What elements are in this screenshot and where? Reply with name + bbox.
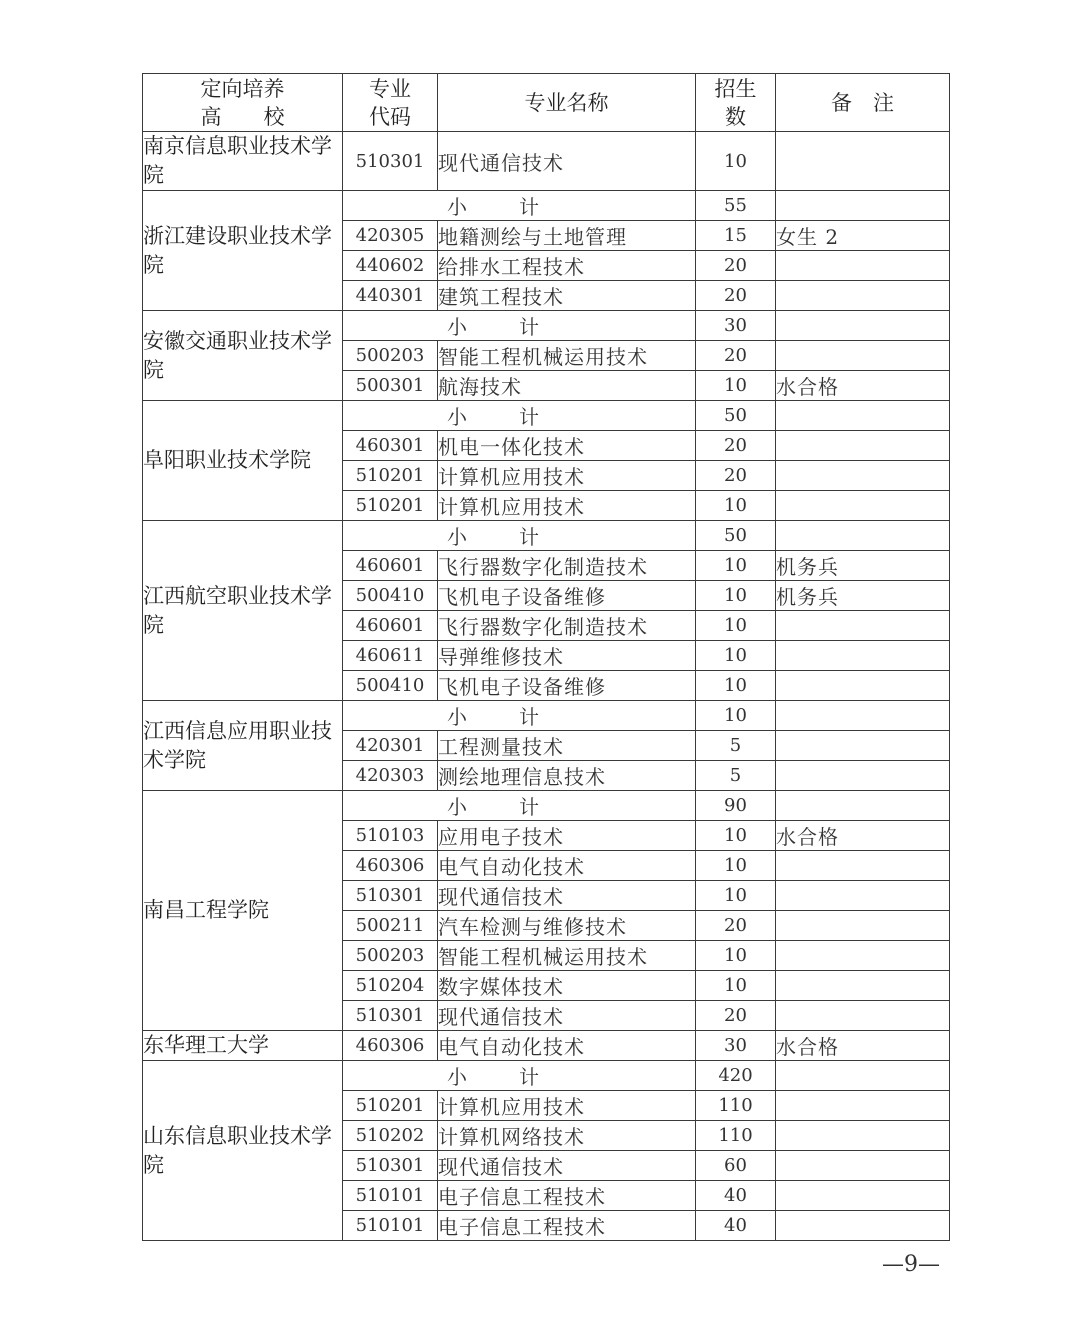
- enrollment-count-cell: 10: [696, 851, 776, 881]
- major-name-cell: 地籍测绘与土地管理: [438, 221, 696, 251]
- enrollment-count-cell: 10: [696, 132, 776, 191]
- enrollment-count-cell: 420: [696, 1061, 776, 1091]
- school-name-cell: 江西信息应用职业技术学院: [143, 701, 343, 791]
- enrollment-count-cell: 10: [696, 491, 776, 521]
- subtotal-row: [143, 311, 950, 341]
- note-cell: [776, 671, 950, 701]
- note-cell: [776, 341, 950, 371]
- major-code-cell: 500410: [343, 671, 438, 701]
- subtotal-row: [143, 191, 950, 221]
- note-cell: [776, 1061, 950, 1091]
- major-code-cell: 460306: [343, 1031, 438, 1061]
- note-cell: [776, 431, 950, 461]
- major-name-cell: 计算机应用技术: [438, 491, 696, 521]
- enrollment-count-cell: 110: [696, 1121, 776, 1151]
- major-code-cell: 510101: [343, 1211, 438, 1241]
- subtotal-label: 小计: [343, 701, 696, 731]
- note-cell: [776, 731, 950, 761]
- major-code-cell: 460601: [343, 611, 438, 641]
- major-code-cell: 510202: [343, 1121, 438, 1151]
- note-cell: [776, 491, 950, 521]
- note-cell: 水合格: [776, 1031, 950, 1061]
- table-row: [143, 132, 950, 191]
- school-name-cell: 浙江建设职业技术学院: [143, 191, 343, 311]
- major-code-cell: 510301: [343, 1001, 438, 1031]
- enrollment-count-cell: 20: [696, 911, 776, 941]
- header-school-line-1: 定向培养: [200, 76, 285, 101]
- note-cell: [776, 1151, 950, 1181]
- major-name-cell: 现代通信技术: [438, 881, 696, 911]
- major-name-cell: 现代通信技术: [438, 132, 696, 191]
- school-name-cell: 山东信息职业技术学院: [143, 1061, 343, 1241]
- major-name-cell: 工程测量技术: [438, 731, 696, 761]
- enrollment-count-cell: 50: [696, 521, 776, 551]
- enrollment-count-cell: 20: [696, 251, 776, 281]
- major-name-cell: 给排水工程技术: [438, 251, 696, 281]
- subtotal-row: [143, 521, 950, 551]
- header-school-line-2: 高 校: [200, 104, 285, 129]
- enrollment-count-cell: 90: [696, 791, 776, 821]
- enrollment-count-cell: 55: [696, 191, 776, 221]
- major-code-cell: 460306: [343, 851, 438, 881]
- major-code-cell: 500203: [343, 341, 438, 371]
- subtotal-label: 小计: [343, 1061, 696, 1091]
- note-cell: [776, 1001, 950, 1031]
- major-code-cell: 440301: [343, 281, 438, 311]
- major-code-cell: 510301: [343, 1151, 438, 1181]
- major-code-cell: 460301: [343, 431, 438, 461]
- subtotal-label: 小计: [343, 521, 696, 551]
- major-name-cell: 飞行器数字化制造技术: [438, 551, 696, 581]
- major-name-cell: 飞机电子设备维修: [438, 581, 696, 611]
- school-name-cell: 南京信息职业技术学院: [143, 132, 343, 191]
- header-code-line-1: 专业: [369, 76, 411, 101]
- major-name-cell: 建筑工程技术: [438, 281, 696, 311]
- note-cell: 水合格: [776, 371, 950, 401]
- major-code-cell: 510101: [343, 1181, 438, 1211]
- major-code-cell: 500203: [343, 941, 438, 971]
- major-code-cell: 500211: [343, 911, 438, 941]
- note-cell: [776, 281, 950, 311]
- major-name-cell: 现代通信技术: [438, 1001, 696, 1031]
- enrollment-count-cell: 20: [696, 341, 776, 371]
- enrollment-count-cell: 30: [696, 311, 776, 341]
- enrollment-count-cell: 5: [696, 731, 776, 761]
- note-cell: 水合格: [776, 821, 950, 851]
- major-name-cell: 飞行器数字化制造技术: [438, 611, 696, 641]
- enrollment-count-cell: 10: [696, 551, 776, 581]
- major-code-cell: 510103: [343, 821, 438, 851]
- enrollment-count-cell: 10: [696, 971, 776, 1001]
- enrollment-count-cell: 15: [696, 221, 776, 251]
- major-name-cell: 导弹维修技术: [438, 641, 696, 671]
- header-major: 专业名称: [438, 74, 696, 132]
- major-name-cell: 机电一体化技术: [438, 431, 696, 461]
- major-code-cell: 420305: [343, 221, 438, 251]
- major-code-cell: 440602: [343, 251, 438, 281]
- major-code-cell: 510301: [343, 132, 438, 191]
- major-code-cell: 510201: [343, 491, 438, 521]
- major-code-cell: 420303: [343, 761, 438, 791]
- major-name-cell: 智能工程机械运用技术: [438, 941, 696, 971]
- enrollment-count-cell: 40: [696, 1181, 776, 1211]
- header-count-line-1: 招生: [714, 76, 757, 101]
- enrollment-count-cell: 20: [696, 281, 776, 311]
- note-cell: 机务兵: [776, 551, 950, 581]
- enrollment-count-cell: 10: [696, 581, 776, 611]
- major-code-cell: 500301: [343, 371, 438, 401]
- note-cell: [776, 1181, 950, 1211]
- header-code: [343, 74, 438, 132]
- enrollment-count-cell: 20: [696, 461, 776, 491]
- enrollment-count-cell: 110: [696, 1091, 776, 1121]
- major-name-cell: 计算机网络技术: [438, 1121, 696, 1151]
- major-code-cell: 510201: [343, 1091, 438, 1121]
- major-name-cell: 数字媒体技术: [438, 971, 696, 1001]
- enrollment-count-cell: 10: [696, 821, 776, 851]
- enrollment-count-cell: 5: [696, 761, 776, 791]
- major-name-cell: 电子信息工程技术: [438, 1181, 696, 1211]
- major-name-cell: 智能工程机械运用技术: [438, 341, 696, 371]
- note-cell: [776, 1121, 950, 1151]
- note-cell: [776, 941, 950, 971]
- subtotal-row: [143, 701, 950, 731]
- major-name-cell: 应用电子技术: [438, 821, 696, 851]
- note-cell: 女生 2: [776, 221, 950, 251]
- note-cell: [776, 701, 950, 731]
- header-note: 备 注: [776, 74, 950, 132]
- enrollment-count-cell: 20: [696, 1001, 776, 1031]
- subtotal-row: [143, 1061, 950, 1091]
- major-name-cell: 电气自动化技术: [438, 851, 696, 881]
- enrollment-count-cell: 10: [696, 881, 776, 911]
- enrollment-table: [142, 73, 950, 1241]
- major-code-cell: 510201: [343, 461, 438, 491]
- enrollment-count-cell: 10: [696, 641, 776, 671]
- header-count-line-2: 数: [725, 104, 746, 129]
- note-cell: [776, 521, 950, 551]
- note-cell: [776, 311, 950, 341]
- subtotal-row: [143, 401, 950, 431]
- school-name-cell: 阜阳职业技术学院: [143, 401, 343, 521]
- enrollment-count-cell: 10: [696, 371, 776, 401]
- major-code-cell: 460601: [343, 551, 438, 581]
- note-cell: [776, 611, 950, 641]
- enrollment-count-cell: 30: [696, 1031, 776, 1061]
- note-cell: [776, 132, 950, 191]
- enrollment-count-cell: 10: [696, 701, 776, 731]
- note-cell: [776, 1091, 950, 1121]
- major-name-cell: 计算机应用技术: [438, 1091, 696, 1121]
- table-body: [143, 132, 950, 1241]
- page-number: —9—: [882, 1252, 940, 1277]
- enrollment-count-cell: 40: [696, 1211, 776, 1241]
- subtotal-label: 小计: [343, 191, 696, 221]
- header-count: [696, 74, 776, 132]
- major-name-cell: 计算机应用技术: [438, 461, 696, 491]
- note-cell: [776, 641, 950, 671]
- enrollment-count-cell: 50: [696, 401, 776, 431]
- major-code-cell: 510301: [343, 881, 438, 911]
- subtotal-row: [143, 791, 950, 821]
- note-cell: [776, 761, 950, 791]
- major-code-cell: 420301: [343, 731, 438, 761]
- major-name-cell: 现代通信技术: [438, 1151, 696, 1181]
- note-cell: [776, 881, 950, 911]
- table-row: [143, 1031, 950, 1061]
- note-cell: [776, 791, 950, 821]
- note-cell: [776, 191, 950, 221]
- major-code-cell: 460611: [343, 641, 438, 671]
- note-cell: [776, 911, 950, 941]
- subtotal-label: 小计: [343, 311, 696, 341]
- school-name-cell: 东华理工大学: [143, 1031, 343, 1061]
- enrollment-count-cell: 10: [696, 611, 776, 641]
- major-name-cell: 飞机电子设备维修: [438, 671, 696, 701]
- header-code-line-2: 代码: [369, 104, 411, 129]
- header-school: [143, 74, 343, 132]
- school-name-cell: 安徽交通职业技术学院: [143, 311, 343, 401]
- note-cell: [776, 401, 950, 431]
- major-name-cell: 航海技术: [438, 371, 696, 401]
- enrollment-count-cell: 10: [696, 671, 776, 701]
- subtotal-label: 小计: [343, 401, 696, 431]
- major-name-cell: 电子信息工程技术: [438, 1211, 696, 1241]
- major-code-cell: 510204: [343, 971, 438, 1001]
- enrollment-count-cell: 10: [696, 941, 776, 971]
- enrollment-count-cell: 20: [696, 431, 776, 461]
- note-cell: [776, 971, 950, 1001]
- school-name-cell: 江西航空职业技术学院: [143, 521, 343, 701]
- table-header-row: [143, 74, 950, 132]
- note-cell: [776, 1211, 950, 1241]
- major-name-cell: 电气自动化技术: [438, 1031, 696, 1061]
- note-cell: 机务兵: [776, 581, 950, 611]
- major-name-cell: 汽车检测与维修技术: [438, 911, 696, 941]
- subtotal-label: 小计: [343, 791, 696, 821]
- note-cell: [776, 851, 950, 881]
- major-name-cell: 测绘地理信息技术: [438, 761, 696, 791]
- school-name-cell: 南昌工程学院: [143, 791, 343, 1031]
- note-cell: [776, 251, 950, 281]
- major-code-cell: 500410: [343, 581, 438, 611]
- note-cell: [776, 461, 950, 491]
- enrollment-count-cell: 60: [696, 1151, 776, 1181]
